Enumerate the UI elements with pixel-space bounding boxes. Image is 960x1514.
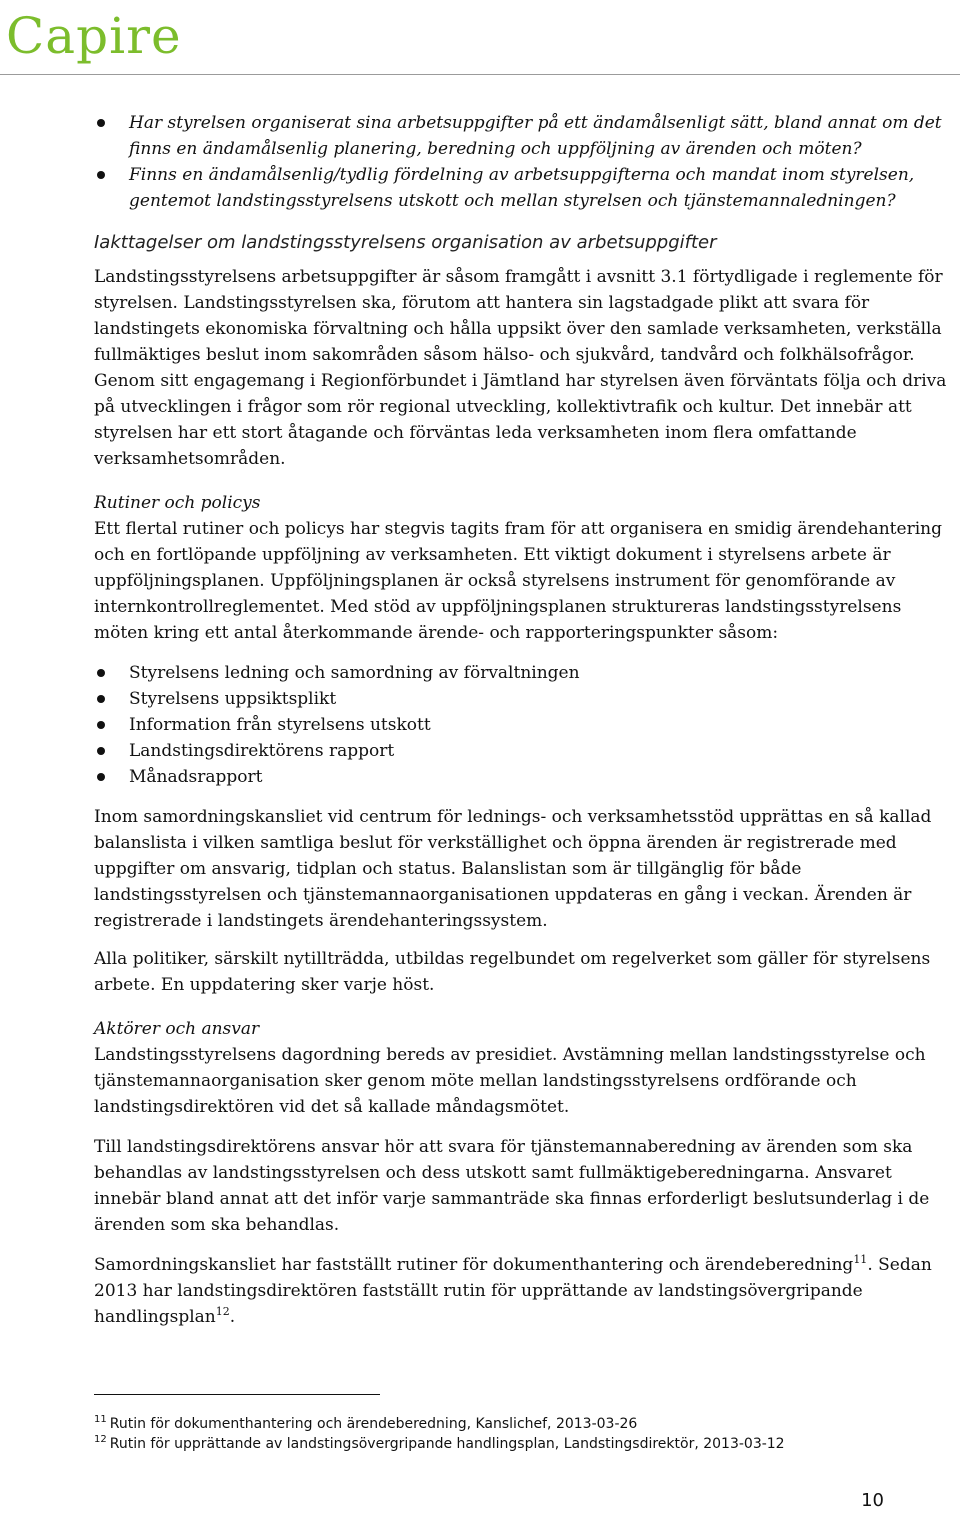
meeting-points-list (94, 660, 958, 790)
aktorer-paragraph-3 (94, 1252, 958, 1330)
list-item: Månadsrapport (94, 764, 958, 790)
capire-logo: Capire (6, 7, 182, 65)
footnotes (94, 1414, 785, 1454)
aktorer-paragraph-2: Till landstingsdirektörens ansvar hör att svara för tjänstemannaberedning av ärenden som ska behandlas av landstingsstyrelsen och dess utskott samt fullmäktigeberedningarna. Ansvaret innebär bland annat att det inför varje sammanträde ska finnas erforderligt beslutsunderlag i de ärenden som ska behandlas. (94, 1137, 930, 1235)
list-item: Landstingsdirektörens rapport (94, 738, 958, 764)
paragraph-text: Samordningskansliet har fastställt rutiner för dokumenthantering och ärendeberedning (94, 1255, 854, 1275)
list-item: Information från styrelsens utskott (94, 712, 958, 738)
footnote-divider (94, 1394, 380, 1395)
footnote-text: Rutin för upprättande av landstingsövergripande handlingsplan, Landstingsdirektör, 2013-03-12 (109, 1436, 785, 1452)
list-item: Styrelsens ledning och samordning av förvaltningen (94, 660, 958, 686)
footnote-ref: 11 (853, 1253, 868, 1266)
audit-question: Har styrelsen organiserat sina arbetsuppgifter på ett ändamålsenligt sätt, bland annat om det finns en ändamålsenlig planering, beredning och uppföljning av ärenden och möten? (94, 110, 958, 162)
footnote-text: Rutin för dokumenthantering och ärendeberedning, Kanslichef, 2013-03-26 (109, 1416, 638, 1432)
paragraph-text: . Sedan 2013 har landstingsdirektören fastställt rutin för upprättande av landstingsövergripande handlingsplan (94, 1255, 932, 1327)
audit-question: Finns en ändamålsenlig/tydlig fördelning av arbetsuppgifterna och mandat inom styrelsen, gentemot landstingsstyrelsens utskott och mellan styrelsen och tjänstemannaledningen? (94, 162, 958, 214)
footnote (94, 1434, 785, 1454)
page-number: 10 (861, 1490, 884, 1511)
training-paragraph: Alla politiker, särskilt nytillträdda, utbildas regelbundet om regelverket som gäller för styrelsens arbete. En uppdatering sker varje höst. (94, 949, 931, 995)
page-content (94, 110, 958, 1330)
footnote-ref: 12 (215, 1305, 230, 1318)
footnote (94, 1414, 785, 1434)
paragraph-text: . (229, 1307, 236, 1327)
footnote-number: 11 (94, 1414, 107, 1425)
balanslista-paragraph: Inom samordningskansliet vid centrum för lednings- och verksamhetsstöd upprättas en så kallad balanslista i vilken samtliga beslut för verkställighet och öppna ärenden är registrerade med uppgifter om ansvarig, tidplan och status. Balanslistan som är tillgänglig för både landstingsstyrelsen och tjänstemannaorganisationen uppdateras en gång i veckan. Ärenden är registrerade i landstingets ärendehanteringssystem. (94, 807, 932, 931)
section-intro-paragraph: Landstingsstyrelsens arbetsuppgifter är såsom framgått i avsnitt 3.1 förtydligade i reglemente för styrelsen. Landstingsstyrelsen ska, förutom att hantera sin lagstadgade plikt att svara för landstingets ekonomiska förvaltning och hålla uppsikt över den samlade verksamheten, verkställa fullmäktiges beslut inom sakområden såsom hälso- och sjukvård, tandvård och folkhälsofrågor. Genom sitt engagemang i Regionförbundet i Jämtland har styrelsen även förväntats följa och driva på utvecklingen i frågor som rör regional utveckling, kollektivtrafik och kultur. Det innebär att styrelsen har ett stort åtagande och förväntas leda verksamheten inom flera omfattande verksamhetsområden. (94, 267, 947, 469)
rutiner-heading: Rutiner och policys (94, 493, 261, 513)
list-item: Styrelsens uppsiktsplikt (94, 686, 958, 712)
footnote-number: 12 (94, 1434, 107, 1445)
section-heading: Iakttagelser om landstingsstyrelsens organisation av arbetsuppgifter (94, 232, 717, 253)
rutiner-paragraph: Ett flertal rutiner och policys har stegvis tagits fram för att organisera en smidig ärendehantering och en fortlöpande uppföljning av verksamheten. Ett viktigt dokument i styrelsens arbete är uppföljningsplanen. Uppföljningsplanen är också styrelsens instrument för genomförande av internkontrollreglementet. Med stöd av uppföljningsplanen struktureras landstingsstyrelsens möten kring ett antal återkommande ärende- och rapporteringspunkter såsom: (94, 519, 942, 643)
audit-questions-list (94, 110, 958, 214)
aktorer-paragraph-1: Landstingsstyrelsens dagordning bereds av presidiet. Avstämning mellan landstingsstyrelse och tjänstemannaorganisation sker genom möte mellan landstingsstyrelsens ordförande och landstingsdirektören vid det så kallade måndagsmötet. (94, 1045, 926, 1117)
aktorer-heading: Aktörer och ansvar (94, 1019, 260, 1039)
header-divider (0, 74, 960, 75)
